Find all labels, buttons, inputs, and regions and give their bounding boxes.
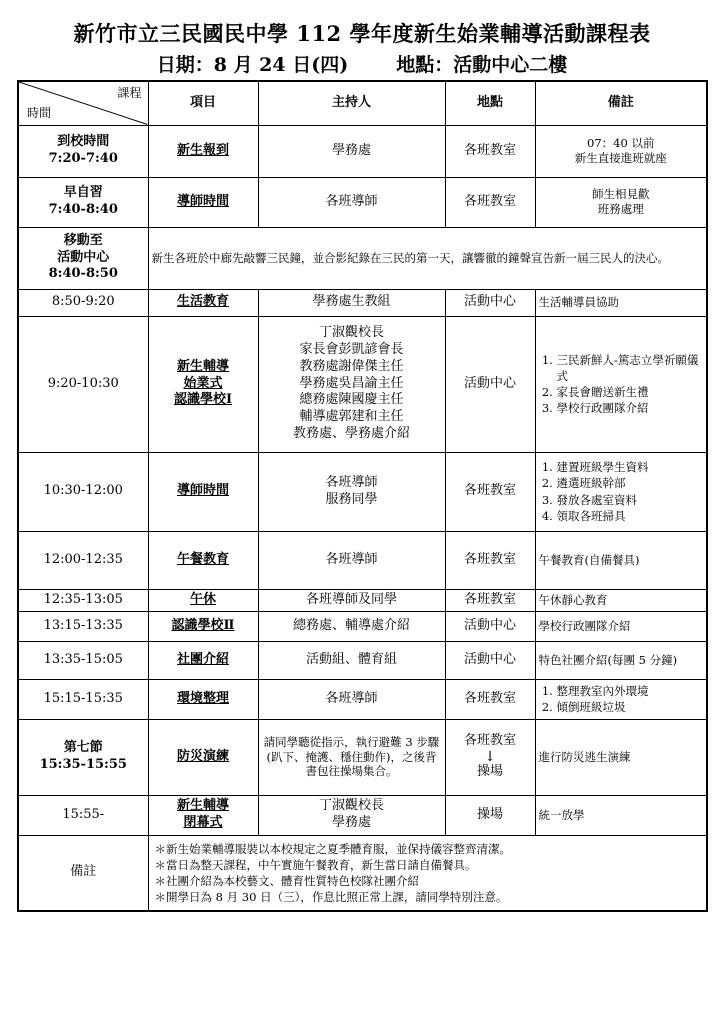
note-cell: 午餐教育(自備餐具)	[535, 531, 707, 589]
host-cell: 丁淑觀校長 學務處	[258, 795, 445, 835]
time-cell: 15:55-	[18, 795, 148, 835]
time-cell: 13:15-13:35	[18, 611, 148, 641]
remark-line: ＊開學日為 8 月 30 日（三），作息比照正常上課，請同學特別注意。	[154, 889, 508, 904]
description-cell: 新生各班於中廊先敲響三民鐘，並合影紀錄在三民的第一天，讓響徹的鐘聲宣告新一屆三民人的決心。	[148, 227, 707, 289]
host-cell: 活動組、體育組	[258, 641, 445, 679]
table-row	[18, 795, 707, 835]
time-cell: 13:35-15:05	[18, 641, 148, 679]
time-cell: 12:35-13:05	[18, 589, 148, 611]
item-cell: 午休	[148, 589, 258, 611]
note-cell: 進行防災逃生演練	[535, 719, 707, 795]
location-to: 操場	[476, 764, 503, 779]
note-cell: 統一放學	[535, 795, 707, 835]
time-cell: 到校時間 7:20-7:40	[18, 125, 148, 177]
table-header-row	[18, 81, 707, 125]
table-row	[18, 452, 707, 531]
location-cell: 操場	[445, 795, 535, 835]
header-note: 備註	[535, 81, 707, 125]
time-cell: 第七節 15:35-15:55	[18, 719, 148, 795]
note-cell: 生活輔導員協助	[535, 289, 707, 316]
location-cell: 活動中心	[445, 611, 535, 641]
note-cell: 特色社團介紹(每團 5 分鐘)	[535, 641, 707, 679]
list-item: 1. 三民新鮮人-篤志立學祈願儀式	[557, 352, 704, 384]
note-list	[539, 352, 704, 416]
remarks-label: 備註	[18, 835, 148, 911]
time-cell: 15:15-15:35	[18, 679, 148, 719]
item-cell: 防災演練	[148, 719, 258, 795]
table-row	[18, 316, 707, 452]
list-item: 2. 傾倒班級垃圾	[557, 699, 704, 715]
host-cell: 學務處生教組	[258, 289, 445, 316]
note-cell: 午休靜心教育	[535, 589, 707, 611]
time-cell: 9:20-10:30	[18, 316, 148, 452]
location-cell: 活動中心	[445, 316, 535, 452]
location-cell: 活動中心	[445, 641, 535, 679]
date-place-line	[0, 50, 724, 77]
corner-time-label: 時間	[27, 105, 52, 120]
note-cell	[535, 316, 707, 452]
remark-line: ＊當日為整天課程，中午實施午餐教育，新生當日請自備餐具。	[154, 857, 477, 872]
list-item: 4. 領取各班掃具	[557, 508, 704, 524]
remarks-row	[18, 835, 707, 911]
table-row	[18, 289, 707, 316]
table-row	[18, 611, 707, 641]
table-row	[18, 719, 707, 795]
host-cell: 各班導師	[258, 679, 445, 719]
location-cell: 各班教室	[445, 679, 535, 719]
location-from: 各班教室	[463, 733, 516, 749]
location-cell: 各班教室	[445, 531, 535, 589]
arrow-down-icon: ↓	[484, 749, 496, 765]
location-cell: 各班教室	[445, 177, 535, 227]
remarks-cell	[148, 835, 707, 911]
note-cell: 學校行政團隊介紹	[535, 611, 707, 641]
event-place: 地點：活動中心二樓	[396, 54, 568, 76]
item-cell: 生活教育	[148, 289, 258, 316]
event-date: 日期：8 月 24 日(四)	[156, 54, 349, 76]
table-row	[18, 589, 707, 611]
note-cell: 07：40 以前 新生直接進班就座	[535, 125, 707, 177]
location-cell: 活動中心	[445, 289, 535, 316]
host-cell: 各班導師	[258, 177, 445, 227]
note-list	[539, 459, 704, 523]
table-row	[18, 679, 707, 719]
item-cell: 社團介紹	[148, 641, 258, 679]
location-cell: 各班教室	[445, 452, 535, 531]
schedule-table	[17, 80, 708, 912]
item-cell: 新生輔導 始業式 認識學校Ⅰ	[148, 316, 258, 452]
table-row	[18, 641, 707, 679]
item-cell: 午餐教育	[148, 531, 258, 589]
item-cell: 新生報到	[148, 125, 258, 177]
host-cell: 丁淑觀校長 家長會彭凱諺會長 教務處謝偉傑主任 學務處吳昌諭主任 總務處陳國慶主任 輔導處郭建和主任 教務處、學務處介紹	[258, 316, 445, 452]
note-list	[539, 683, 704, 715]
table-row	[18, 177, 707, 227]
time-cell: 12:00-12:35	[18, 531, 148, 589]
table-row	[18, 227, 707, 289]
list-item: 3. 學校行政團隊介紹	[557, 400, 704, 416]
header-host: 主持人	[258, 81, 445, 125]
location-cell	[445, 719, 535, 795]
list-item: 2. 遴選班級幹部	[557, 475, 704, 491]
item-cell: 環境整理	[148, 679, 258, 719]
list-item: 1. 建置班級學生資料	[557, 459, 704, 475]
host-cell: 請同學聽從指示，執行避難 3 步驟(趴下、掩護、穩住動作)，之後背書包往操場集合。	[258, 719, 445, 795]
remark-line: ＊新生始業輔導服裝以本校規定之夏季體育服，並保持儀容整齊清潔。	[154, 841, 511, 856]
item-cell: 導師時間	[148, 452, 258, 531]
time-cell: 移動至 活動中心 8:40-8:50	[18, 227, 148, 289]
list-item: 1. 整理教室內外環境	[557, 683, 704, 699]
page-title: 新竹市立三民國民中學 112 學年度新生始業輔導活動課程表	[73, 21, 651, 46]
host-cell: 各班導師 服務同學	[258, 452, 445, 531]
host-cell: 總務處、輔導處介紹	[258, 611, 445, 641]
item-cell: 新生輔導 閉幕式	[148, 795, 258, 835]
item-cell: 認識學校Ⅱ	[148, 611, 258, 641]
host-cell: 學務處	[258, 125, 445, 177]
list-item: 3. 發放各處室資料	[557, 492, 704, 508]
item-cell: 導師時間	[148, 177, 258, 227]
header-corner-cell	[18, 81, 148, 125]
location-cell: 各班教室	[445, 589, 535, 611]
corner-course-label: 課程	[117, 86, 142, 100]
time-cell: 10:30-12:00	[18, 452, 148, 531]
table-row	[18, 125, 707, 177]
header-location: 地點	[445, 81, 535, 125]
time-cell: 早自習 7:40-8:40	[18, 177, 148, 227]
host-cell: 各班導師及同學	[258, 589, 445, 611]
table-row	[18, 531, 707, 589]
note-cell: 師生相見歡 班務處理	[535, 177, 707, 227]
remark-line: ＊社團介紹為本校藝文、體育性質特色校隊社團介紹	[154, 873, 419, 888]
list-item: 2. 家長會贈送新生禮	[557, 384, 704, 400]
location-cell: 各班教室	[445, 125, 535, 177]
note-cell	[535, 452, 707, 531]
header-item: 項目	[148, 81, 258, 125]
note-cell	[535, 679, 707, 719]
host-cell: 各班導師	[258, 531, 445, 589]
time-cell: 8:50-9:20	[18, 289, 148, 316]
